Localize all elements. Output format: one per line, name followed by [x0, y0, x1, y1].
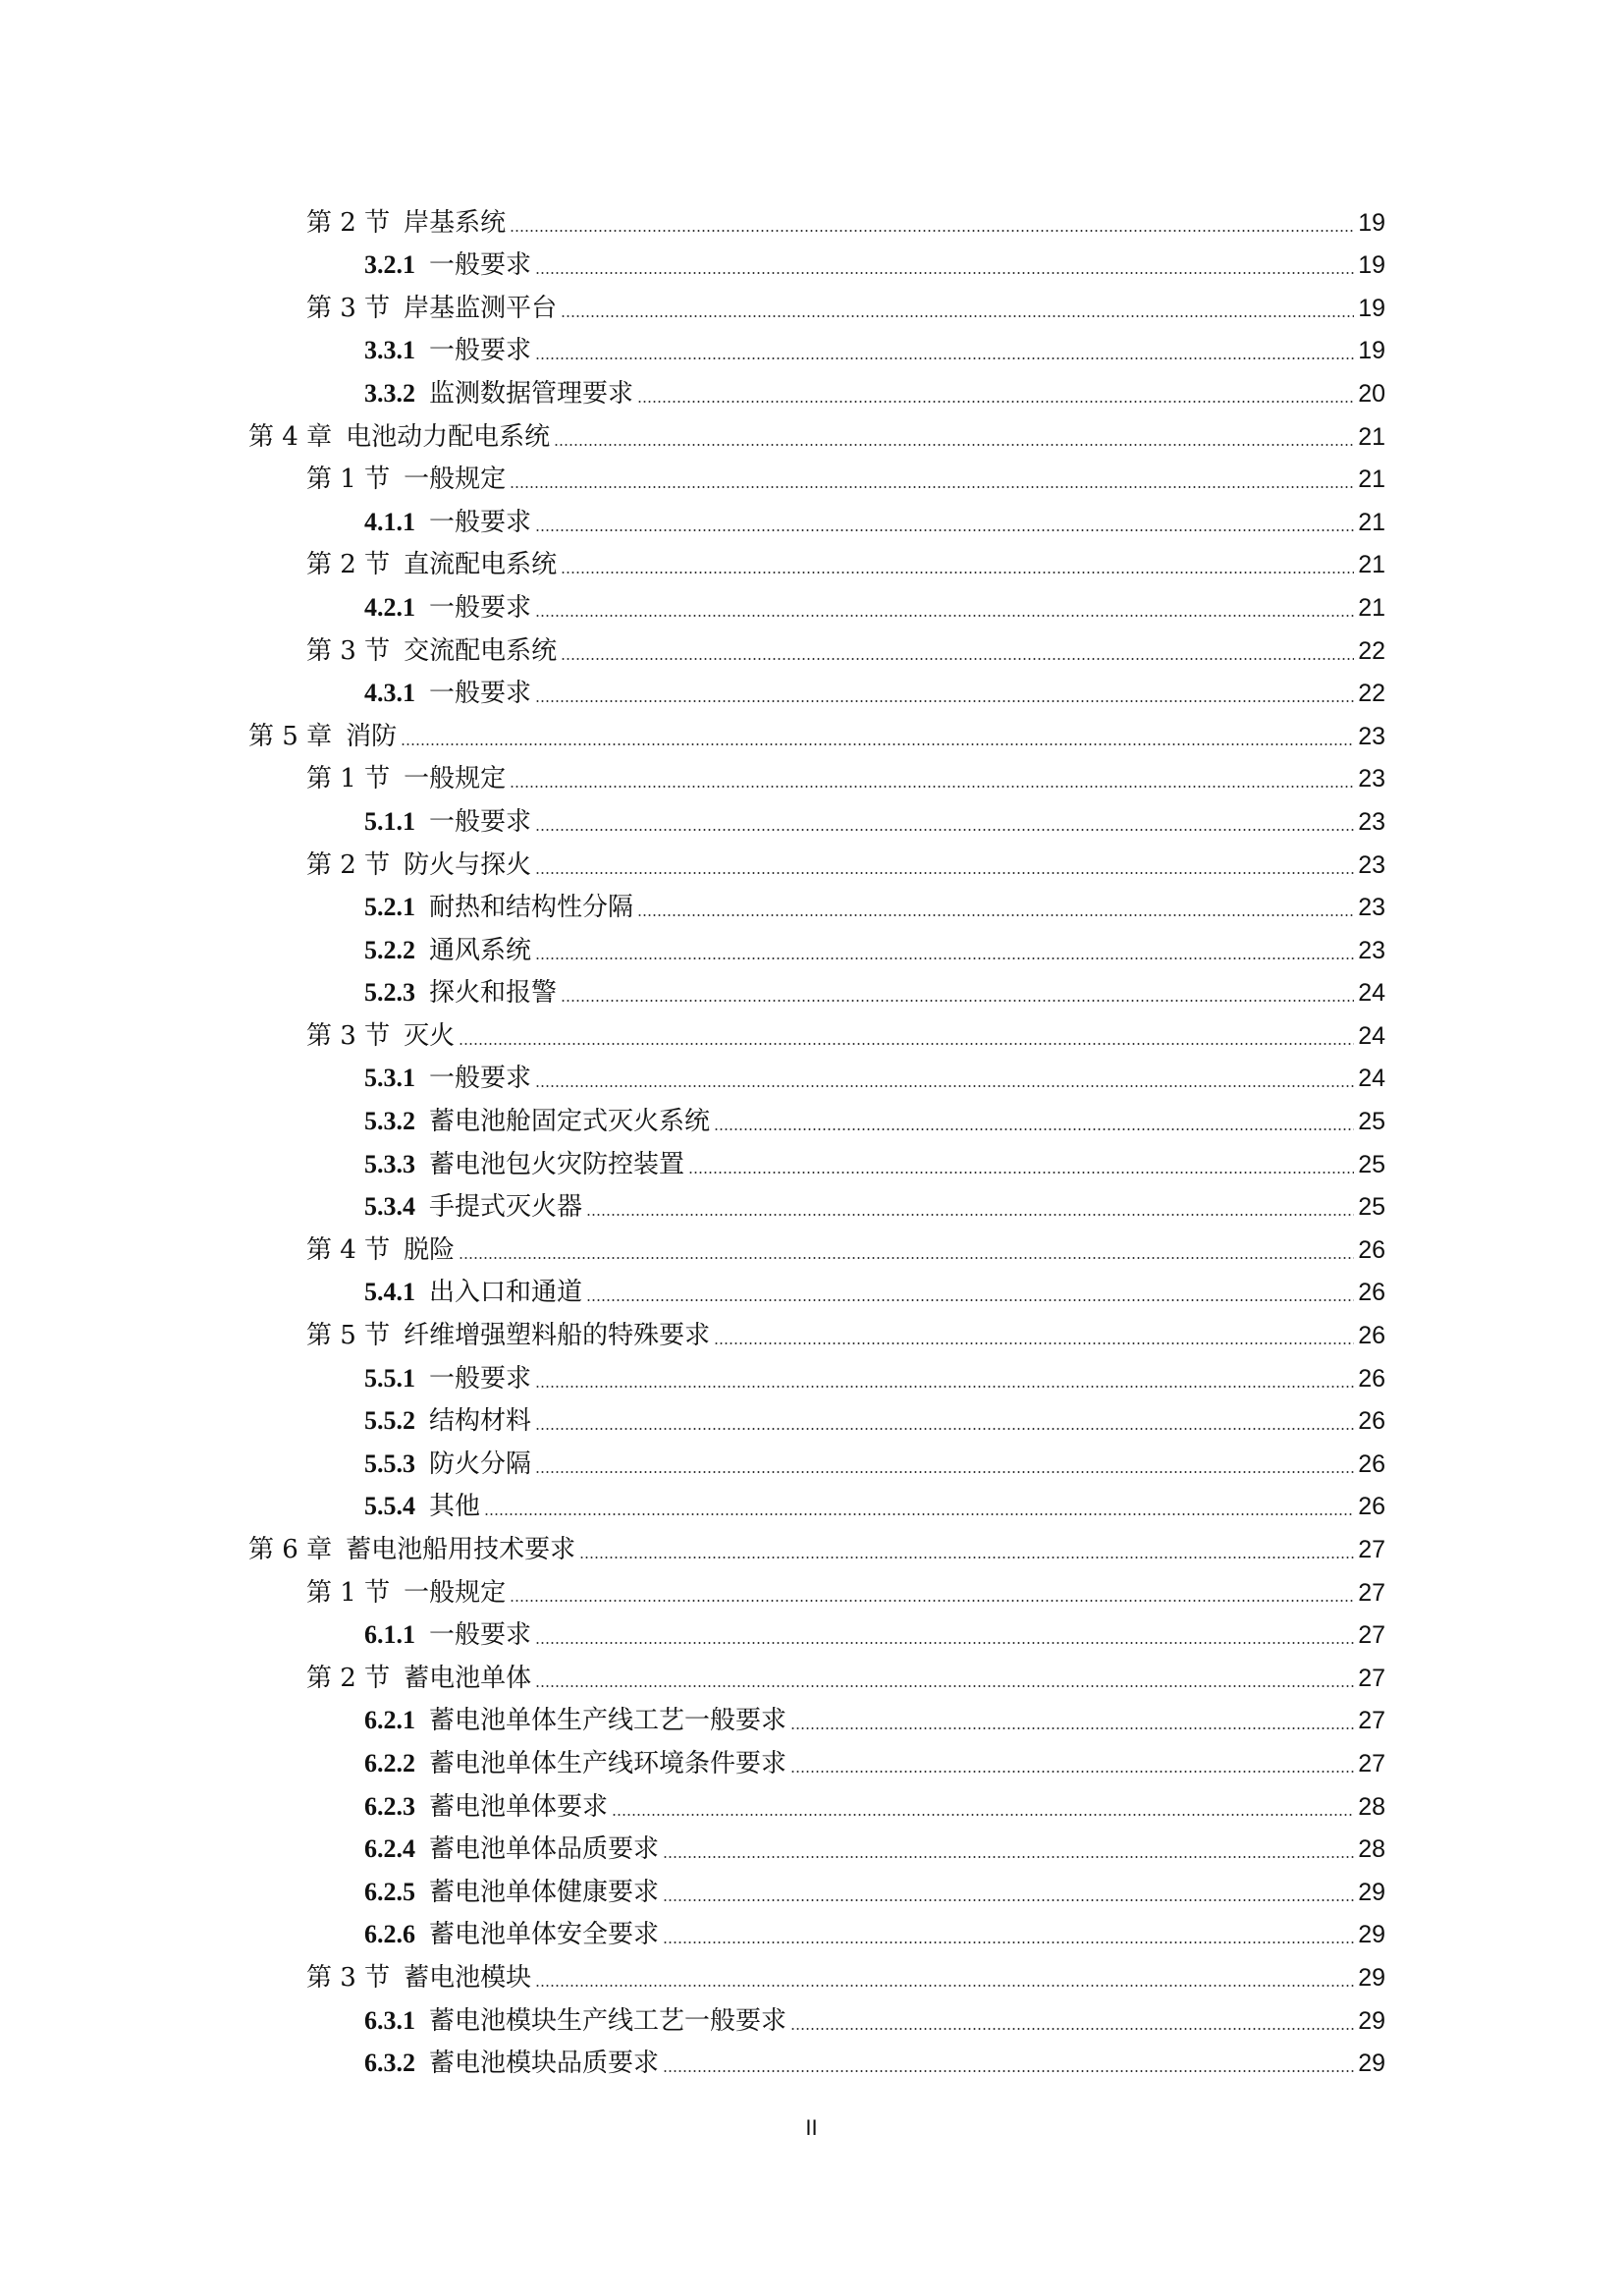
- toc-entry-page: 27: [1358, 1621, 1385, 1650]
- toc-entry-number: 5.2.1: [364, 893, 415, 922]
- toc-entry-title: 脱险: [404, 1234, 456, 1265]
- toc-entry-clause[interactable]: [0, 1099, 1623, 1142]
- toc-dot-leader: [561, 1000, 1354, 1002]
- toc-dot-leader: [535, 1428, 1354, 1430]
- toc-dot-leader: [637, 914, 1354, 916]
- toc-entry-section[interactable]: [0, 1955, 1623, 1998]
- toc-entry-line: [364, 379, 1385, 409]
- toc-entry-title: 蓄电池单体: [404, 1663, 532, 1693]
- toc-entry-number: 第 2 节: [306, 550, 391, 580]
- toc-entry-line: [364, 336, 1385, 365]
- toc-entry-title: 蓄电池单体要求: [429, 1791, 609, 1822]
- toc-entry-title: 直流配电系统: [404, 550, 558, 580]
- toc-entry-line: [364, 593, 1385, 623]
- toc-entry-section[interactable]: [0, 1570, 1623, 1613]
- toc-entry-line: [306, 1235, 1385, 1265]
- toc-dot-leader: [459, 1257, 1354, 1259]
- toc-dot-leader: [790, 1771, 1354, 1773]
- toc-dot-leader: [535, 700, 1354, 702]
- toc-entry-number: 4.2.1: [364, 592, 415, 622]
- toc-entry-section[interactable]: [0, 200, 1623, 244]
- toc-entry-line: [364, 936, 1385, 965]
- toc-dot-leader: [535, 1085, 1354, 1087]
- toc-entry-line: [306, 850, 1385, 880]
- table-of-contents: [0, 200, 1623, 2084]
- toc-entry-number: 6.2.2: [364, 1748, 415, 1777]
- toc-entry-title: 蓄电池单体安全要求: [429, 1920, 660, 1950]
- toc-entry-line: [364, 1749, 1385, 1778]
- toc-entry-number: 6.2.6: [364, 1920, 415, 1949]
- toc-entry-section[interactable]: [0, 1313, 1623, 1356]
- toc-entry-line: [306, 764, 1385, 793]
- toc-entry-title: 探火和报警: [429, 978, 558, 1009]
- toc-entry-title: 一般规定: [404, 465, 507, 495]
- toc-entry-clause[interactable]: [0, 2042, 1623, 2085]
- toc-entry-page: 28: [1358, 1835, 1385, 1864]
- toc-entry-title: 蓄电池船用技术要求: [346, 1535, 576, 1564]
- toc-dot-leader: [535, 957, 1354, 959]
- toc-dot-leader: [535, 1985, 1354, 1987]
- toc-entry-clause[interactable]: [0, 1399, 1623, 1443]
- toc-entry-number: 5.5.2: [364, 1406, 415, 1436]
- toc-entry-line: [364, 1492, 1385, 1521]
- toc-entry-number: 第 1 节: [306, 1577, 391, 1608]
- toc-entry-clause[interactable]: [0, 1356, 1623, 1399]
- toc-entry-number: 5.1.1: [364, 806, 415, 836]
- toc-entry-number: 第 2 节: [306, 849, 391, 880]
- toc-entry-title: 一般规定: [404, 1577, 507, 1608]
- toc-dot-leader: [790, 2028, 1354, 2030]
- toc-entry-line: [364, 1278, 1385, 1307]
- toc-dot-leader: [401, 743, 1354, 745]
- toc-entry-number: 第 2 节: [306, 207, 391, 238]
- toc-dot-leader: [663, 1941, 1354, 1943]
- toc-entry-title: 一般要求: [429, 679, 532, 709]
- toc-dot-leader: [637, 401, 1354, 403]
- toc-dot-leader: [459, 1043, 1354, 1045]
- toc-entry-page: 29: [1358, 1921, 1385, 1949]
- toc-entry-chapter[interactable]: [0, 1527, 1623, 1570]
- toc-entry-clause[interactable]: [0, 1485, 1623, 1528]
- toc-entry-clause[interactable]: [0, 585, 1623, 629]
- toc-entry-clause[interactable]: [0, 672, 1623, 715]
- toc-entry-clause[interactable]: [0, 1442, 1623, 1485]
- toc-entry-chapter[interactable]: [0, 714, 1623, 757]
- toc-entry-line: [248, 1535, 1385, 1564]
- toc-entry-number: 5.2.3: [364, 978, 415, 1008]
- toc-entry-number: 第 1 节: [306, 465, 391, 495]
- toc-entry-title: 蓄电池舱固定式灭火系统: [429, 1107, 711, 1137]
- toc-entry-clause[interactable]: [0, 1784, 1623, 1828]
- toc-entry-number: 第 3 节: [306, 293, 391, 323]
- toc-entry-number: 5.5.4: [364, 1492, 415, 1521]
- toc-entry-line: [364, 1150, 1385, 1179]
- toc-entry-number: 第 4 节: [306, 1234, 391, 1265]
- toc-dot-leader: [535, 829, 1354, 831]
- toc-entry-title: 岸基监测平台: [404, 293, 558, 323]
- toc-entry-title: 一般要求: [429, 336, 532, 366]
- toc-entry-number: 5.5.3: [364, 1449, 415, 1478]
- toc-entry-clause[interactable]: [0, 886, 1623, 929]
- toc-dot-leader: [535, 529, 1354, 531]
- toc-entry-line: [364, 1620, 1385, 1650]
- toc-entry-page: 29: [1358, 2050, 1385, 2078]
- toc-entry-number: 4.1.1: [364, 507, 415, 536]
- toc-dot-leader: [535, 872, 1354, 874]
- toc-dot-leader: [554, 444, 1354, 446]
- toc-entry-page: 26: [1358, 1449, 1385, 1478]
- toc-entry-clause[interactable]: [0, 928, 1623, 971]
- toc-entry-number: 第 6 章: [248, 1535, 333, 1564]
- toc-dot-leader: [663, 1856, 1354, 1858]
- toc-entry-title: 蓄电池模块: [404, 1962, 532, 1993]
- toc-entry-page: 26: [1358, 1493, 1385, 1521]
- toc-entry-number: 6.2.4: [364, 1834, 415, 1864]
- toc-entry-title: 蓄电池模块生产线工艺一般要求: [429, 2005, 787, 2036]
- toc-entry-title: 消防: [346, 721, 398, 751]
- toc-entry-section[interactable]: [0, 1656, 1623, 1699]
- toc-dot-leader: [561, 315, 1354, 317]
- toc-entry-page: 19: [1358, 337, 1385, 365]
- toc-entry-line: [364, 1192, 1385, 1222]
- toc-entry-page: 22: [1358, 636, 1385, 665]
- toc-entry-number: 第 3 节: [306, 1962, 391, 1993]
- toc-dot-leader: [535, 1685, 1354, 1687]
- toc-entry-line: [306, 636, 1385, 666]
- toc-entry-page: 29: [1358, 2006, 1385, 2035]
- toc-entry-title: 耐热和结构性分隔: [429, 893, 634, 923]
- toc-entry-line: [364, 807, 1385, 837]
- toc-entry-number: 4.3.1: [364, 679, 415, 708]
- toc-entry-line: [364, 1706, 1385, 1735]
- toc-dot-leader: [510, 230, 1354, 232]
- toc-dot-leader: [535, 1642, 1354, 1644]
- toc-entry-title: 蓄电池单体生产线工艺一般要求: [429, 1706, 787, 1736]
- toc-entry-title: 防火与探火: [404, 849, 532, 880]
- toc-dot-leader: [790, 1727, 1354, 1729]
- toc-entry-title: 一般要求: [429, 507, 532, 537]
- toc-dot-leader: [510, 786, 1354, 788]
- toc-entry-page: 29: [1358, 1963, 1385, 1992]
- toc-dot-leader: [510, 486, 1354, 488]
- toc-entry-line: [364, 1920, 1385, 1949]
- toc-entry-line: [306, 550, 1385, 579]
- toc-entry-page: 26: [1358, 1407, 1385, 1436]
- toc-entry-title: 监测数据管理要求: [429, 378, 634, 409]
- toc-entry-line: [306, 1578, 1385, 1608]
- toc-entry-number: 第 3 节: [306, 1020, 391, 1051]
- toc-entry-section[interactable]: [0, 1013, 1623, 1057]
- toc-entry-clause[interactable]: [0, 1185, 1623, 1229]
- toc-entry-section[interactable]: [0, 543, 1623, 586]
- toc-entry-line: [306, 465, 1385, 494]
- toc-entry-title: 纤维增强塑料船的特殊要求: [404, 1321, 711, 1351]
- toc-dot-leader: [586, 1299, 1354, 1301]
- toc-entry-line: [306, 1021, 1385, 1051]
- toc-dot-leader: [714, 1342, 1354, 1344]
- toc-entry-number: 6.1.1: [364, 1620, 415, 1650]
- toc-entry-line: [364, 1107, 1385, 1136]
- toc-entry-line: [364, 978, 1385, 1008]
- toc-dot-leader: [586, 1214, 1354, 1216]
- toc-entry-title: 出入口和通道: [429, 1278, 583, 1308]
- toc-entry-clause[interactable]: [0, 799, 1623, 843]
- toc-entry-title: 一般规定: [404, 764, 507, 794]
- toc-entry-title: 蓄电池单体生产线环境条件要求: [429, 1748, 787, 1778]
- toc-entry-line: [364, 508, 1385, 537]
- toc-entry-line: [306, 1664, 1385, 1693]
- toc-entry-title: 手提式灭火器: [429, 1192, 583, 1223]
- toc-entry-number: 5.5.1: [364, 1363, 415, 1393]
- toc-entry-page: 21: [1358, 508, 1385, 536]
- toc-entry-line: [364, 1406, 1385, 1436]
- toc-dot-leader: [535, 1471, 1354, 1473]
- toc-entry-line: [306, 1321, 1385, 1350]
- toc-entry-page: 23: [1358, 722, 1385, 750]
- toc-entry-page: 27: [1358, 1707, 1385, 1735]
- toc-entry-number: 第 1 节: [306, 764, 391, 794]
- toc-entry-title: 蓄电池单体品质要求: [429, 1834, 660, 1865]
- toc-entry-clause[interactable]: [0, 329, 1623, 372]
- toc-entry-page: 23: [1358, 894, 1385, 922]
- toc-entry-page: 24: [1358, 979, 1385, 1008]
- toc-entry-number: 第 2 节: [306, 1663, 391, 1693]
- toc-entry-title: 岸基系统: [404, 207, 507, 238]
- toc-entry-clause[interactable]: [0, 1699, 1623, 1742]
- toc-entry-clause[interactable]: [0, 1913, 1623, 1956]
- toc-entry-title: 其他: [429, 1492, 481, 1522]
- toc-entry-clause[interactable]: [0, 1613, 1623, 1657]
- toc-dot-leader: [535, 1386, 1354, 1388]
- toc-entry-line: [364, 2006, 1385, 2036]
- toc-entry-number: 6.2.3: [364, 1791, 415, 1821]
- toc-entry-page: 20: [1358, 379, 1385, 408]
- toc-entry-number: 5.4.1: [364, 1278, 415, 1307]
- toc-entry-title: 一般要求: [429, 1064, 532, 1094]
- toc-entry-clause[interactable]: [0, 1271, 1623, 1314]
- toc-entry-line: [364, 1878, 1385, 1907]
- toc-entry-clause[interactable]: [0, 1741, 1623, 1784]
- toc-entry-page: 21: [1358, 593, 1385, 622]
- toc-entry-page: 19: [1358, 294, 1385, 322]
- toc-entry-clause[interactable]: [0, 371, 1623, 414]
- toc-entry-line: [306, 1963, 1385, 1993]
- toc-dot-leader: [484, 1513, 1354, 1515]
- toc-entry-clause[interactable]: [0, 1057, 1623, 1100]
- toc-entry-number: 6.3.2: [364, 2049, 415, 2078]
- toc-entry-line: [248, 422, 1385, 452]
- toc-entry-title: 蓄电池包火灾防控装置: [429, 1149, 685, 1179]
- toc-entry-title: 一般要求: [429, 250, 532, 281]
- toc-entry-line: [364, 679, 1385, 708]
- toc-entry-number: 5.3.4: [364, 1192, 415, 1222]
- toc-entry-line: [364, 1834, 1385, 1864]
- toc-entry-page: 25: [1358, 1108, 1385, 1136]
- toc-entry-title: 一般要求: [429, 806, 532, 837]
- toc-entry-number: 3.3.2: [364, 378, 415, 408]
- toc-entry-title: 电池动力配电系统: [346, 421, 551, 452]
- toc-entry-number: 第 3 节: [306, 635, 391, 666]
- toc-entry-number: 6.2.5: [364, 1877, 415, 1906]
- toc-entry-line: [364, 1449, 1385, 1479]
- toc-entry-page: 24: [1358, 1065, 1385, 1093]
- toc-entry-line: [364, 1792, 1385, 1822]
- toc-entry-page: 26: [1358, 1322, 1385, 1350]
- toc-entry-title: 防火分隔: [429, 1449, 532, 1479]
- toc-entry-number: 第 4 章: [248, 421, 333, 452]
- toc-dot-leader: [688, 1172, 1354, 1174]
- toc-entry-page: 26: [1358, 1279, 1385, 1307]
- toc-entry-section[interactable]: [0, 629, 1623, 672]
- toc-entry-title: 一般要求: [429, 1620, 532, 1651]
- toc-entry-clause[interactable]: [0, 1870, 1623, 1913]
- toc-entry-page: 19: [1358, 208, 1385, 237]
- toc-entry-clause[interactable]: [0, 1828, 1623, 1871]
- toc-entry-line: [364, 893, 1385, 922]
- page-number: II: [805, 2115, 818, 2140]
- toc-dot-leader: [579, 1557, 1354, 1558]
- toc-entry-section[interactable]: [0, 458, 1623, 501]
- toc-entry-clause[interactable]: [0, 244, 1623, 287]
- toc-entry-clause[interactable]: [0, 500, 1623, 543]
- toc-entry-page: 28: [1358, 1792, 1385, 1821]
- toc-entry-number: 5.3.3: [364, 1149, 415, 1178]
- toc-entry-number: 3.3.1: [364, 336, 415, 365]
- toc-entry-page: 26: [1358, 1364, 1385, 1393]
- toc-entry-number: 5.3.1: [364, 1064, 415, 1093]
- toc-entry-number: 第 5 节: [306, 1321, 391, 1351]
- toc-entry-page: 29: [1358, 1878, 1385, 1906]
- toc-entry-line: [364, 1364, 1385, 1394]
- toc-entry-page: 24: [1358, 1021, 1385, 1050]
- toc-entry-page: 21: [1358, 551, 1385, 579]
- toc-entry-number: 5.3.2: [364, 1107, 415, 1136]
- toc-entry-section[interactable]: [0, 757, 1623, 800]
- toc-entry-page: 27: [1358, 1578, 1385, 1607]
- toc-entry-clause[interactable]: [0, 1998, 1623, 2042]
- toc-entry-line: [364, 1064, 1385, 1093]
- toc-entry-page: 25: [1358, 1150, 1385, 1178]
- toc-entry-title: 一般要求: [429, 1363, 532, 1394]
- toc-entry-page: 23: [1358, 765, 1385, 793]
- toc-dot-leader: [663, 1899, 1354, 1901]
- toc-entry-page: 19: [1358, 251, 1385, 280]
- toc-entry-line: [306, 294, 1385, 323]
- toc-entry-page: 27: [1358, 1749, 1385, 1777]
- toc-entry-title: 蓄电池单体健康要求: [429, 1877, 660, 1907]
- toc-entry-chapter[interactable]: [0, 414, 1623, 458]
- toc-entry-clause[interactable]: [0, 1142, 1623, 1185]
- toc-entry-number: 5.2.2: [364, 935, 415, 964]
- toc-entry-title: 通风系统: [429, 935, 532, 965]
- toc-dot-leader: [714, 1128, 1354, 1130]
- toc-entry-page: 25: [1358, 1193, 1385, 1222]
- toc-dot-leader: [612, 1814, 1354, 1816]
- toc-entry-title: 结构材料: [429, 1406, 532, 1437]
- toc-dot-leader: [535, 615, 1354, 617]
- toc-entry-line: [364, 250, 1385, 280]
- toc-dot-leader: [663, 2070, 1354, 2072]
- toc-dot-leader: [510, 1600, 1354, 1602]
- toc-entry-title: 蓄电池模块品质要求: [429, 2049, 660, 2079]
- toc-entry-page: 23: [1358, 807, 1385, 836]
- toc-entry-title: 一般要求: [429, 592, 532, 623]
- toc-entry-clause[interactable]: [0, 971, 1623, 1014]
- toc-entry-title: 灭火: [404, 1020, 456, 1051]
- toc-entry-page: 27: [1358, 1664, 1385, 1692]
- toc-entry-page: 26: [1358, 1235, 1385, 1264]
- toc-dot-leader: [535, 272, 1354, 274]
- toc-entry-number: 3.2.1: [364, 250, 415, 280]
- toc-dot-leader: [535, 357, 1354, 359]
- toc-entry-page: 23: [1358, 936, 1385, 964]
- toc-entry-section[interactable]: [0, 286, 1623, 329]
- toc-entry-number: 6.2.1: [364, 1706, 415, 1735]
- toc-dot-leader: [561, 572, 1354, 574]
- toc-entry-number: 6.3.1: [364, 2005, 415, 2035]
- toc-entry-title: 交流配电系统: [404, 635, 558, 666]
- toc-entry-page: 27: [1358, 1536, 1385, 1563]
- toc-entry-page: 21: [1358, 465, 1385, 494]
- toc-entry-section[interactable]: [0, 1228, 1623, 1271]
- toc-entry-line: [306, 208, 1385, 238]
- toc-entry-page: 22: [1358, 680, 1385, 708]
- toc-entry-page: 23: [1358, 850, 1385, 879]
- toc-entry-section[interactable]: [0, 843, 1623, 886]
- toc-entry-line: [248, 722, 1385, 751]
- toc-entry-page: 21: [1358, 422, 1385, 451]
- toc-entry-number: 第 5 章: [248, 721, 333, 751]
- toc-dot-leader: [561, 658, 1354, 660]
- toc-entry-line: [364, 2049, 1385, 2078]
